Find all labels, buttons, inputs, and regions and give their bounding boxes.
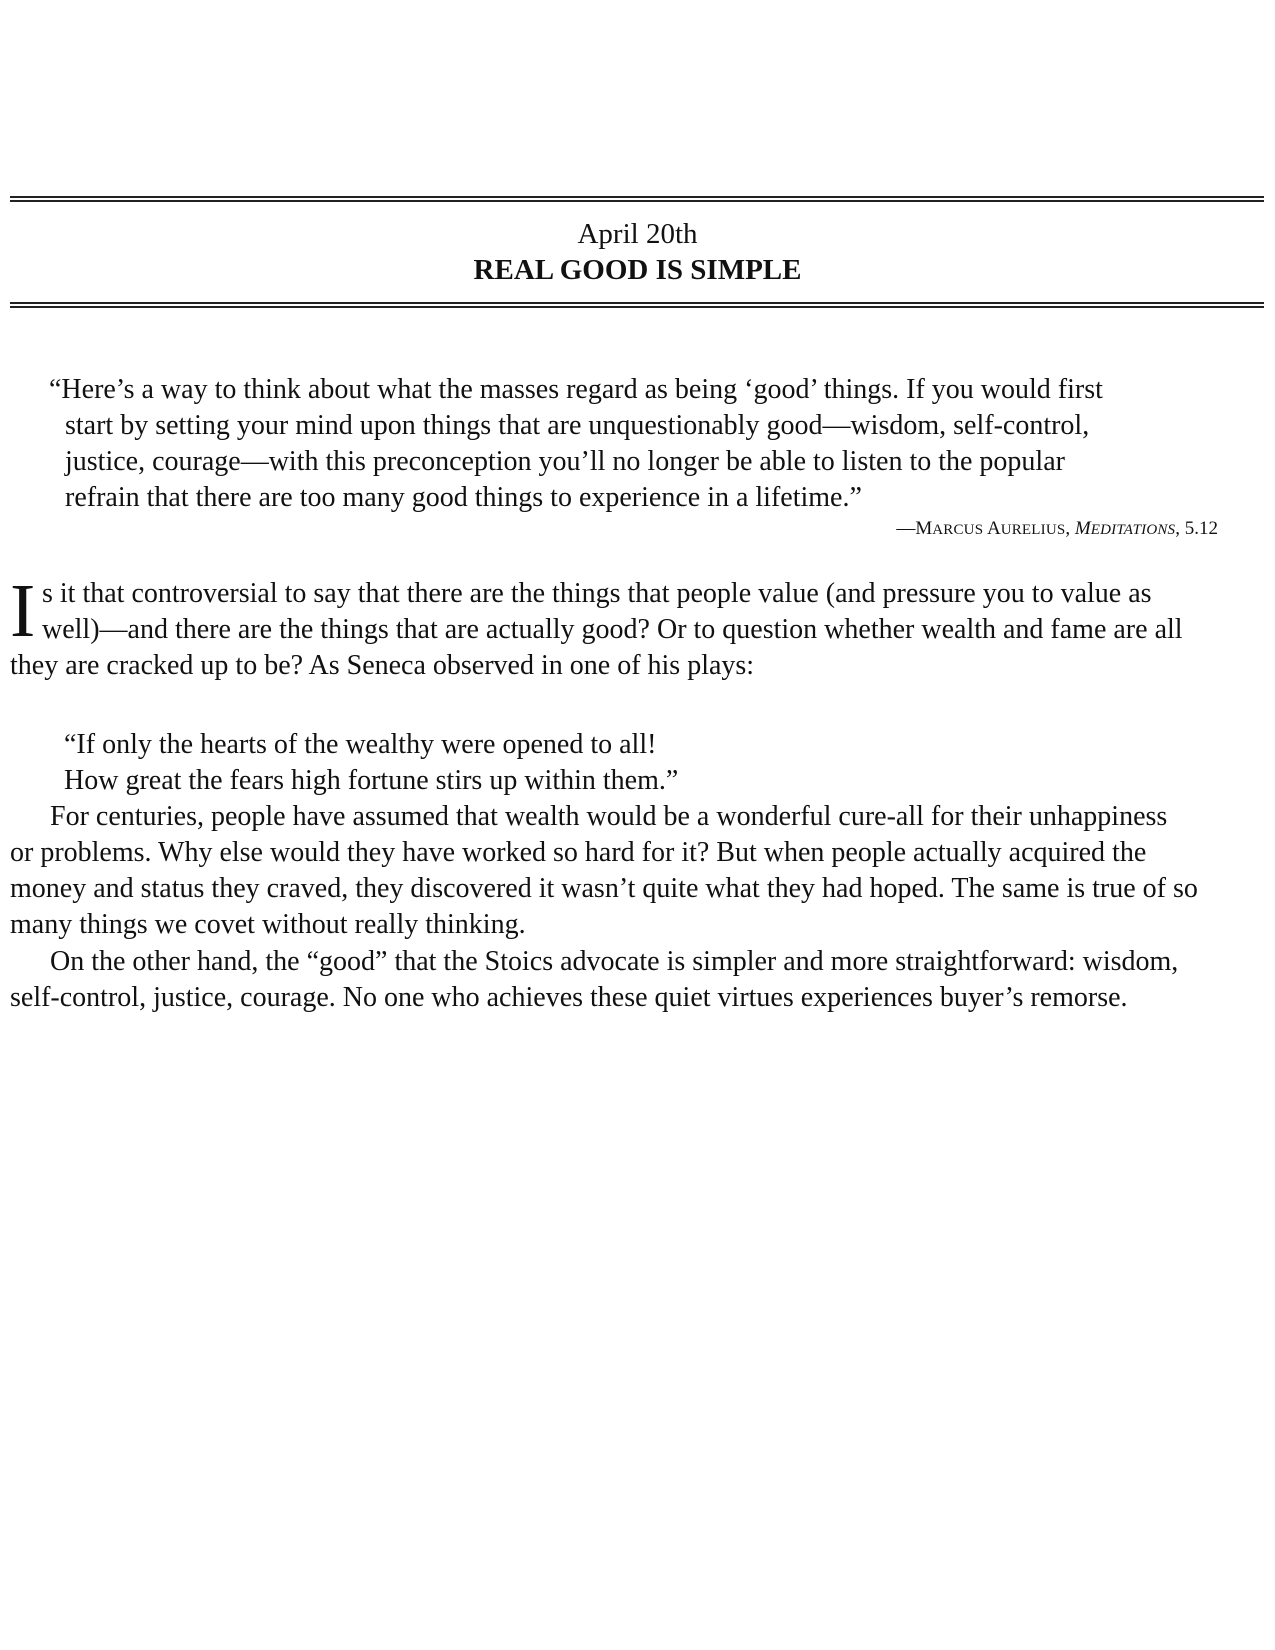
paragraph-line: On the other hand, the “good” that the Stoics advocate is simpler and more straightforward: wisdom, <box>50 946 1179 977</box>
attribution-dash: — <box>896 518 916 539</box>
body-paragraph-2 <box>10 799 1266 943</box>
paragraph-line: they are cracked up to be? As Seneca observed in one of his plays: <box>10 650 755 681</box>
drop-cap: I <box>10 569 36 653</box>
entry-date: April 20th <box>577 218 698 250</box>
paragraph-line: well)—and there are the things that are actually good? Or to question whether wealth and fame are all <box>42 614 1183 645</box>
body-paragraph-1 <box>10 569 1266 684</box>
verse-line: How great the fears high fortune stirs up within them.” <box>64 765 679 796</box>
epigraph-line: refrain that there are too many good things to experience in a lifetime.” <box>65 482 862 513</box>
seneca-verse-quote <box>64 727 678 799</box>
header-top-double-rule <box>10 196 1264 202</box>
epigraph-line: justice, courage—with this preconception you’ll no longer be able to listen to the popular <box>65 446 1065 477</box>
author-name-part: ARCUS <box>932 522 984 538</box>
paragraph-line: For centuries, people have assumed that wealth would be a wonderful cure-all for their unhappiness <box>50 801 1168 832</box>
author-name-part: URELIUS <box>1000 522 1066 538</box>
author-initial: A <box>986 518 1001 539</box>
body-paragraph-3 <box>10 944 1266 1016</box>
paragraph-line: or problems. Why else would they have worked so hard for it? But when people actually acquired the <box>10 837 1147 868</box>
work-initial: M <box>1074 518 1091 539</box>
attribution-separator: , <box>1065 518 1075 539</box>
author-initial: M <box>915 518 933 539</box>
header-bottom-double-rule <box>10 302 1264 308</box>
verse-line: “If only the hearts of the wealthy were opened to all! <box>64 729 657 760</box>
epigraph-line: “Here’s a way to think about what the masses regard as being ‘good’ things. If you would first <box>49 374 1103 405</box>
work-citation: , 5.12 <box>1175 518 1218 539</box>
paragraph-line: many things we covet without really thinking. <box>10 909 526 940</box>
paragraph-line: s it that controversial to say that there are the things that people value (and pressure you to value as <box>42 578 1152 609</box>
epigraph-quote <box>49 372 1209 516</box>
paragraph-line: self-control, justice, courage. No one who achieves these quiet virtues experiences buyer’s remorse. <box>10 982 1128 1013</box>
work-title-part: EDITATIONS <box>1090 522 1176 538</box>
entry-title: REAL GOOD IS SIMPLE <box>473 254 802 286</box>
epigraph-attribution <box>896 518 1218 541</box>
paragraph-line: money and status they craved, they discovered it wasn’t quite what they had hoped. The same is true of so <box>10 873 1198 904</box>
epigraph-line: start by setting your mind upon things that are unquestionably good—wisdom, self-control, <box>65 410 1090 441</box>
